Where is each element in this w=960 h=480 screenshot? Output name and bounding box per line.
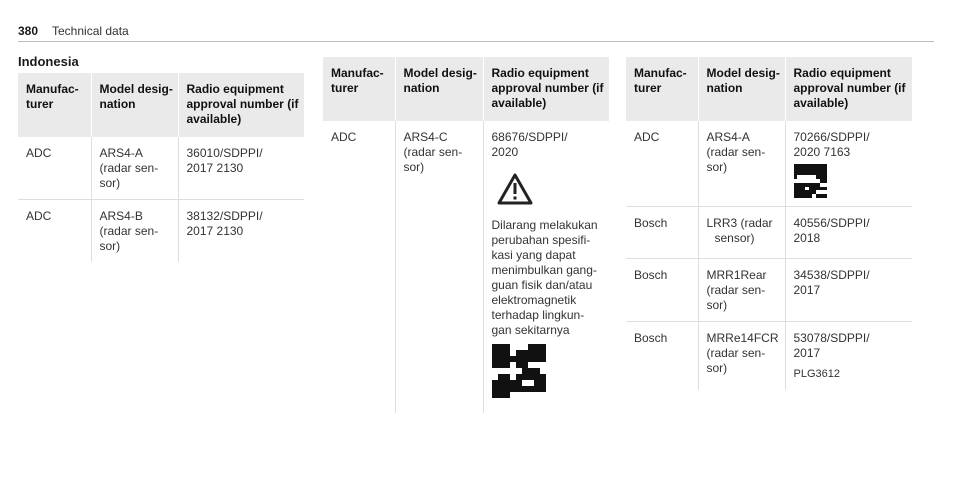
header-manufacturer-l1: Manufac- bbox=[634, 66, 687, 80]
header-approval bbox=[483, 57, 609, 121]
cell-approval bbox=[785, 322, 912, 391]
cell-approval-l2: 2020 bbox=[491, 145, 519, 159]
header-manufacturer-l2: turer bbox=[634, 81, 662, 95]
cell-approval-l2: 2017 bbox=[793, 283, 821, 297]
table-header-row bbox=[18, 73, 304, 137]
cell-approval bbox=[785, 207, 912, 259]
header-model-l2: nation bbox=[403, 81, 440, 95]
table-row bbox=[323, 121, 609, 413]
table-row bbox=[626, 322, 912, 391]
cell-manufacturer: ADC bbox=[18, 137, 91, 200]
page-header bbox=[18, 24, 934, 42]
cell-model-l1: ARS4-A bbox=[99, 146, 143, 160]
cell-model-l2: (radar sen- bbox=[99, 224, 159, 238]
note-line: kasi yang dapat bbox=[491, 248, 576, 262]
cell-model-l2: (radar sen- bbox=[706, 346, 766, 360]
cell-model-l2: (radar sen- bbox=[99, 161, 159, 175]
cell-model bbox=[698, 207, 785, 259]
cell-approval-l2: 2017 2130 bbox=[186, 161, 244, 175]
cell-approval-l1: 53078/SDPPI/ bbox=[793, 331, 870, 345]
cell-model bbox=[91, 200, 178, 263]
note-line: menimbulkan gang- bbox=[491, 263, 597, 277]
header-approval-l1: Radio equipment bbox=[186, 82, 284, 96]
cell-model-l2: (radar sen- bbox=[706, 283, 766, 297]
cell-model-l3: sor) bbox=[706, 361, 728, 375]
cell-model-l3: sor) bbox=[706, 160, 728, 174]
cell-model-l3: sor) bbox=[99, 176, 121, 190]
header-approval-l2: approval number (if bbox=[491, 81, 604, 95]
header-manufacturer-l2: turer bbox=[26, 97, 54, 111]
header-model-l1: Model desig- bbox=[706, 66, 780, 80]
header-model-l2: nation bbox=[706, 81, 743, 95]
warning-triangle-icon bbox=[496, 172, 534, 206]
cell-approval-l1: 38132/SDPPI/ bbox=[186, 209, 263, 223]
cell-approval bbox=[785, 259, 912, 322]
cell-model-l2: (radar sen- bbox=[706, 145, 766, 159]
note-line: elektromagnetik bbox=[491, 293, 577, 307]
cell-model-l3: sor) bbox=[99, 239, 121, 253]
cell-model-l1: ARS4-B bbox=[99, 209, 143, 223]
approval-table-2 bbox=[323, 57, 609, 413]
cell-approval-l1: 68676/SDPPI/ bbox=[491, 130, 568, 144]
section-title: Indonesia bbox=[18, 54, 79, 69]
header-approval-l1: Radio equipment bbox=[491, 66, 589, 80]
cell-model bbox=[698, 259, 785, 322]
qr-code-icon bbox=[794, 164, 828, 198]
table-row bbox=[626, 207, 912, 259]
header-model bbox=[91, 73, 178, 137]
table-header-row bbox=[626, 57, 912, 121]
cell-manufacturer: Bosch bbox=[626, 207, 698, 259]
cell-approval-extra: PLG3612 bbox=[793, 368, 840, 380]
header-model bbox=[698, 57, 785, 121]
cell-manufacturer: ADC bbox=[626, 121, 698, 207]
cell-manufacturer: ADC bbox=[26, 209, 52, 223]
header-approval-l3: available) bbox=[186, 112, 242, 126]
cell-approval-l2: 2018 bbox=[793, 231, 821, 245]
cell-model-l1: ARS4-C bbox=[403, 130, 448, 144]
cell-model bbox=[698, 322, 785, 391]
warning-note bbox=[492, 218, 610, 338]
cell-approval bbox=[483, 121, 609, 413]
cell-approval-l1: 34538/SDPPI/ bbox=[793, 268, 870, 282]
cell-approval bbox=[178, 137, 304, 200]
header-model bbox=[395, 57, 483, 121]
header-manufacturer bbox=[18, 73, 91, 137]
header-approval-l1: Radio equipment bbox=[793, 66, 891, 80]
table-row bbox=[626, 121, 912, 207]
section-label: Technical data bbox=[52, 24, 129, 38]
cell-manufacturer: Bosch bbox=[634, 331, 668, 345]
header-approval-l2: approval number (if bbox=[186, 97, 299, 111]
header-model-l1: Model desig- bbox=[99, 82, 173, 96]
cell-model-l1: MRR1Rear bbox=[706, 268, 767, 282]
header-manufacturer bbox=[323, 57, 395, 121]
header-approval-l3: available) bbox=[491, 96, 547, 110]
cell-approval bbox=[178, 200, 304, 263]
note-line: perubahan spesifi- bbox=[491, 233, 591, 247]
table-header-row bbox=[323, 57, 609, 121]
cell-model bbox=[91, 137, 178, 200]
cell-model-l1: ARS4-A bbox=[706, 130, 750, 144]
cell-approval-l1: 36010/SDPPI/ bbox=[186, 146, 263, 160]
table-row bbox=[626, 259, 912, 322]
cell-manufacturer: ADC bbox=[331, 130, 357, 144]
cell-model-l2: (radar sen- bbox=[403, 145, 463, 159]
qr-code-icon bbox=[492, 344, 546, 398]
header-approval-l2: approval number (if bbox=[793, 81, 906, 95]
cell-model bbox=[698, 121, 785, 207]
header-manufacturer-l2: turer bbox=[331, 81, 359, 95]
cell-model-l1: MRRe14FCR bbox=[706, 331, 779, 345]
note-line: Dilarang melakukan bbox=[491, 218, 598, 232]
cell-approval-l2: 2017 2130 bbox=[186, 224, 244, 238]
header-manufacturer bbox=[626, 57, 698, 121]
cell-approval-l1: 70266/SDPPI/ bbox=[793, 130, 870, 144]
approval-table-3 bbox=[626, 57, 912, 390]
cell-model-l2: sensor) bbox=[714, 231, 755, 245]
cell-model-l3: sor) bbox=[403, 160, 425, 174]
header-approval bbox=[785, 57, 912, 121]
header-approval bbox=[178, 73, 304, 137]
cell-model-l3: sor) bbox=[706, 298, 728, 312]
header-approval-l3: available) bbox=[793, 96, 849, 110]
cell-approval-l2: 2017 bbox=[793, 346, 821, 360]
header-model-l2: nation bbox=[99, 97, 136, 111]
cell-approval-l1: 40556/SDPPI/ bbox=[793, 216, 870, 230]
cell-approval bbox=[785, 121, 912, 207]
header-manufacturer-l1: Manufac- bbox=[26, 82, 79, 96]
cell-manufacturer: Bosch bbox=[626, 259, 698, 322]
table-row bbox=[18, 200, 304, 263]
approval-table-1 bbox=[18, 73, 304, 262]
header-model-l1: Model desig- bbox=[403, 66, 477, 80]
cell-model bbox=[395, 121, 483, 413]
table-row bbox=[18, 137, 304, 200]
cell-approval-l2: 2020 7163 bbox=[793, 145, 851, 159]
note-line: guan fisik dan/atau bbox=[491, 278, 593, 292]
page-number: 380 bbox=[18, 24, 39, 38]
note-line: terhadap lingkun- bbox=[491, 308, 585, 322]
header-manufacturer-l1: Manufac- bbox=[331, 66, 384, 80]
cell-model-l1: LRR3 (radar bbox=[706, 216, 773, 230]
note-line: gan sekitarnya bbox=[491, 323, 570, 337]
